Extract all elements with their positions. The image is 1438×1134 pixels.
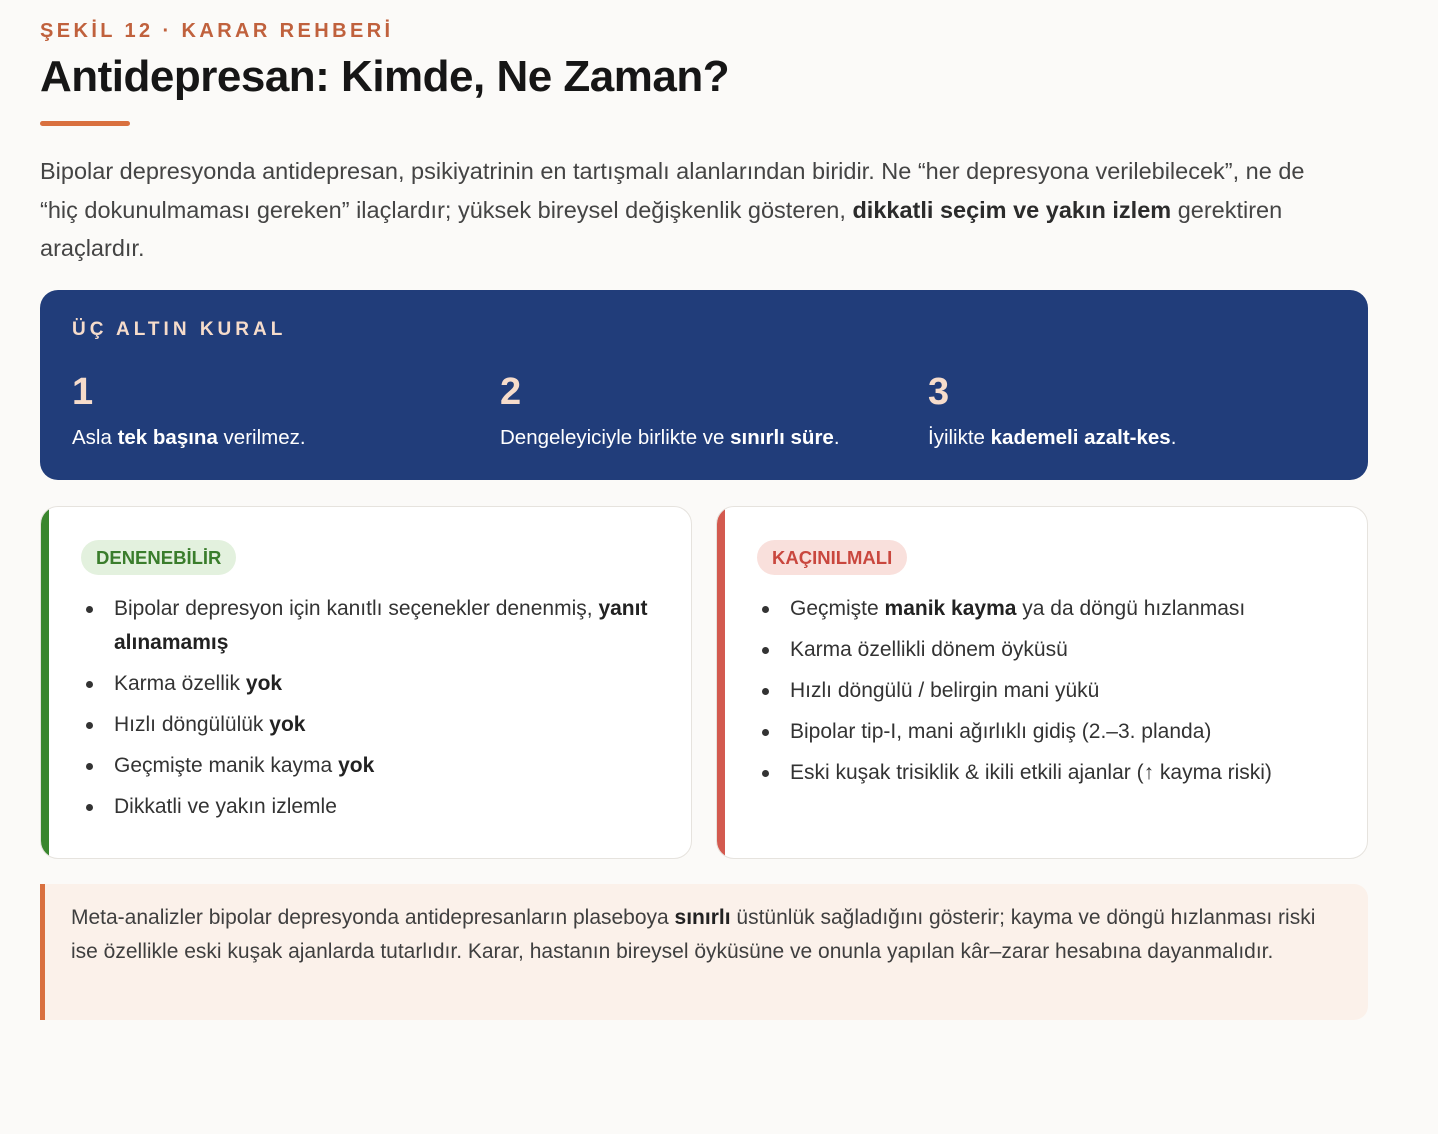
avoid-badge: KAÇINILMALI <box>757 540 907 575</box>
list-item-text: Bipolar tip-I, mani ağırlıklı gidiş (2.–3. planda) <box>790 720 1212 743</box>
list-item-emphasis: yanıt alınamamış <box>114 597 648 654</box>
list-item-text: Geçmişte <box>790 597 885 620</box>
note-text-start: Meta-analizler bipolar depresyonda antidepresanların plaseboya <box>71 906 675 929</box>
page-title: Antidepresan: Kimde, Ne Zaman? <box>40 52 730 101</box>
avoid-card <box>716 506 1368 859</box>
note-emphasis: sınırlı <box>674 906 731 929</box>
rule-number: 3 <box>928 371 950 413</box>
golden-rules-label: ÜÇ ALTIN KURAL <box>72 319 287 340</box>
list-item <box>761 756 1346 790</box>
list-item <box>761 674 1346 708</box>
list-item <box>85 708 670 742</box>
intro-text-end: gerektiren araçlardır. <box>40 196 1283 261</box>
evidence-note <box>40 884 1368 1020</box>
list-item-text: Eski kuşak trisiklik & ikili etkili ajanlar (↑ kayma riski) <box>790 761 1272 784</box>
list-item <box>761 592 1346 626</box>
intro-emphasis: dikkatli seçim ve yakın izlem <box>852 196 1172 223</box>
list-item-emphasis: yok <box>338 754 375 777</box>
list-item-emphasis: yok <box>245 672 283 695</box>
rule-text <box>72 426 306 450</box>
avoid-list <box>761 592 1346 797</box>
list-item-text-end: ya da döngü hızlanması <box>1016 597 1246 620</box>
list-item-text: Hızlı döngülülük <box>114 713 270 736</box>
rule-text <box>500 426 840 450</box>
rule-text-end: . <box>833 426 840 449</box>
avoid-card-accent-bar <box>717 507 725 858</box>
list-item <box>85 790 670 824</box>
list-item-text: Bipolar depresyon için kanıtlı seçenekler denenmiş, <box>114 597 599 620</box>
rule-text-start: İyilikte <box>928 426 991 449</box>
intro-text: Bipolar depresyonda antidepresan, psikiyatrinin en tartışmalı alanlarından biridir. Ne “her depresyona verilebilecek”, ne de “hiç dokunulmaması gereken” ilaçlardır; yüksek bireysel değişkenlik gösteren, <box>40 158 1305 223</box>
list-item-text: Geçmişte manik kayma <box>114 754 339 777</box>
rule-item-1 <box>72 364 306 450</box>
rule-text <box>928 426 1176 450</box>
rule-text-start: Asla <box>72 426 118 449</box>
note-text <box>71 901 1341 968</box>
list-item-text: Dikkatli ve yakın izlemle <box>114 795 337 818</box>
list-item <box>85 749 670 783</box>
rule-text-start: Dengeleyiciyle birlikte ve <box>500 426 731 449</box>
rule-number: 2 <box>500 371 522 413</box>
list-item <box>761 633 1346 667</box>
try-card <box>40 506 692 859</box>
try-list <box>85 592 670 831</box>
rule-emphasis: tek başına <box>117 426 218 449</box>
rule-text-end: . <box>1170 426 1177 449</box>
try-card-accent-bar <box>41 507 49 858</box>
list-item <box>761 715 1346 749</box>
intro-paragraph <box>40 152 1320 268</box>
rule-emphasis: sınırlı süre <box>730 426 834 449</box>
list-item-text: Hızlı döngülü / belirgin mani yükü <box>790 679 1100 702</box>
rule-item-2 <box>500 364 840 450</box>
list-item <box>85 592 670 660</box>
rule-item-3 <box>928 364 1176 450</box>
rule-text-end: verilmez. <box>217 426 306 449</box>
list-item <box>85 667 670 701</box>
list-item-emphasis: manik kayma <box>884 597 1017 620</box>
rule-number: 1 <box>72 371 94 413</box>
list-item-emphasis: yok <box>269 713 306 736</box>
list-item-text: Karma özellik <box>114 672 246 695</box>
golden-rules-panel <box>40 290 1368 480</box>
note-text-end: üstünlük sağladığını gösterir; kayma ve döngü hızlanması riski ise özellikle eski kuşak ajanlarda tutarlıdır. Karar, hastanın bireysel öyküsüne ve onunla yapılan kâr–zarar hesabına dayanmalıdır. <box>71 906 1316 963</box>
rule-emphasis: kademeli azalt-kes <box>990 426 1171 449</box>
figure-eyebrow: ŞEKİL 12 · KARAR REHBERİ <box>40 20 394 42</box>
try-badge: DENENEBİLİR <box>81 540 236 575</box>
list-item-text: Karma özellikli dönem öyküsü <box>790 638 1068 661</box>
title-underline <box>40 121 130 126</box>
